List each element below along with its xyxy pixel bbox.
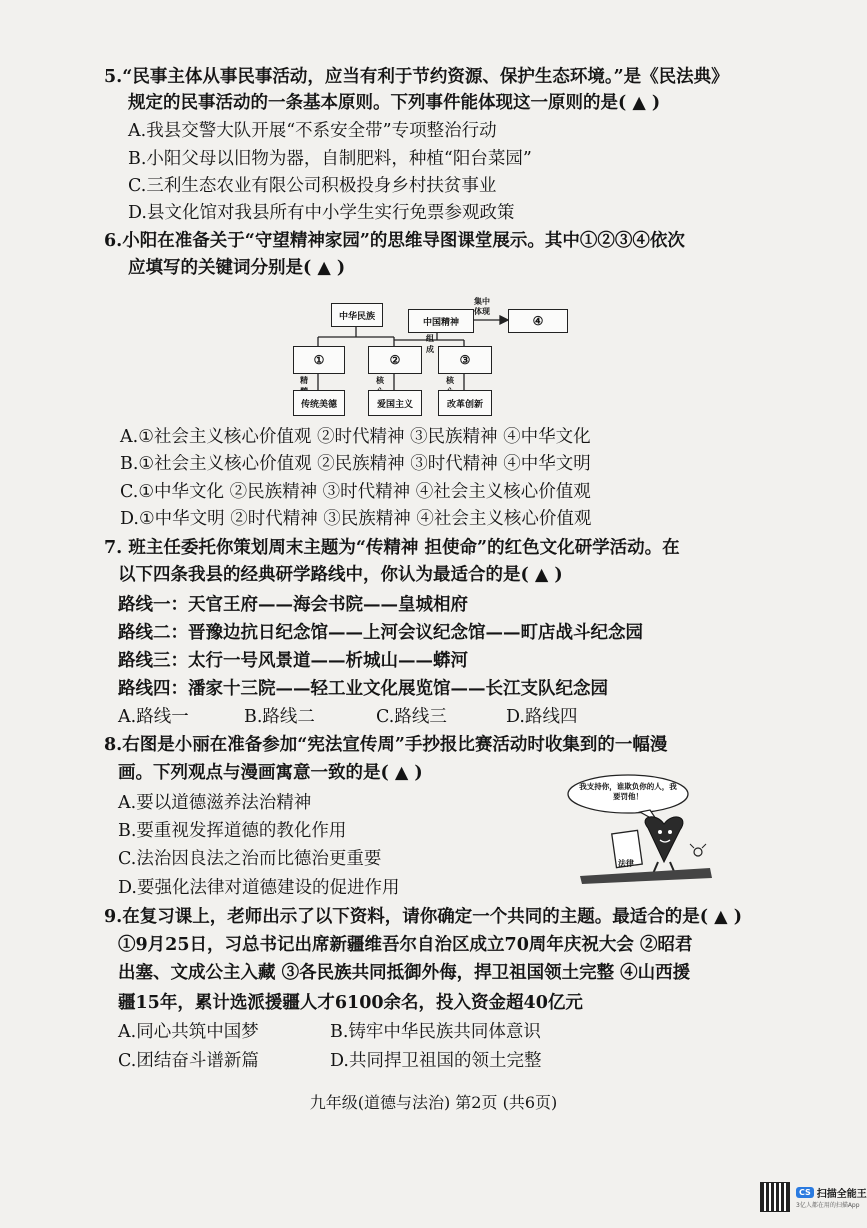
q8-option-b: B.要重视发挥道德的教化作用 (118, 821, 347, 841)
q7-route-4: 路线四：潘家十三院——轻工业文化展览馆——长江支队纪念园 (118, 679, 608, 699)
q5-option-d: D.县文化馆对我县所有中小学生实行免票参观政策 (128, 203, 515, 223)
cs-logo-icon: CS (796, 1187, 814, 1198)
q7-option-c: C.路线三 (376, 707, 447, 727)
q7-stem-line2: 以下四条我县的经典研学路线中，你认为最适合的是( ▲ ) (118, 565, 563, 585)
q8-option-c: C.法治因良法之治而比德治更重要 (118, 849, 382, 869)
q5-option-a: A.我县交警大队开展“不系安全带”专项整治行动 (128, 121, 497, 141)
scanner-app-name: 扫描全能王 (816, 1189, 867, 1200)
q7-option-a: A.路线一 (118, 707, 189, 727)
q7-option-b: B.路线二 (244, 707, 315, 727)
diagram-box-2: ② (368, 346, 422, 374)
diagram-box-chinese-nation: 中华民族 (331, 303, 383, 327)
q8-option-a: A.要以道德滋养法治精神 (118, 793, 312, 813)
q6-option-a: A.①社会主义核心价值观 ②时代精神 ③民族精神 ④中华文化 (120, 427, 591, 447)
q9-option-c: C.团结奋斗谱新篇 (118, 1051, 259, 1071)
diagram-box-chinese-spirit: 中国精神 (408, 309, 474, 333)
diagram-box-traditional-virtue: 传统美德 (293, 390, 345, 416)
q8-stem-line1: 8.右图是小丽在准备参加“宪法宣传周”手抄报比赛活动时收集到的一幅漫 (104, 735, 668, 755)
q9-option-d: D.共同捍卫祖国的领土完整 (330, 1051, 542, 1071)
diagram-edge-label-2: 核 (376, 375, 384, 385)
q9-material-line3: 疆15年，累计选派援疆人才6100余名，投入资金超40亿元 (118, 993, 583, 1013)
diagram-box-patriotism: 爱国主义 (368, 390, 422, 416)
q9-material-line2: 出塞、文成公主入藏 ③各民族共同抵御外侮，捍卫祖国领土完整 ④山西援 (118, 963, 691, 983)
diagram-edge-label-1: 精 (300, 375, 308, 385)
scanner-subtitle: 3亿人都在用的扫描App (796, 1202, 860, 1209)
diagram-label-compose: 组成 (426, 333, 434, 354)
page-footer: 九年级(道德与法治) 第2页 (共6页) (309, 1093, 558, 1112)
diagram-label-concentrated: 集中体现 (474, 296, 490, 316)
q6-option-b: B.①社会主义核心价值观 ②民族精神 ③时代精神 ④中华文明 (120, 454, 591, 474)
q5-option-b: B.小阳父母以旧物为器，自制肥料，种植“阳台菜园” (128, 149, 532, 169)
q8-option-d: D.要强化法律对道德建设的促进作用 (118, 878, 400, 898)
q7-route-3: 路线三：太行一号风景道——析城山——蟒河 (118, 651, 468, 671)
q6-option-c: C.①中华文化 ②民族精神 ③时代精神 ④社会主义核心价值观 (120, 482, 591, 502)
diagram-box-reform-innovation: 改革创新 (438, 390, 492, 416)
q7-option-d: D.路线四 (506, 707, 578, 727)
q7-stem-line1: 7. 班主任委托你策划周末主题为“传精神 担使命”的红色文化研学活动。在 (104, 538, 680, 558)
diagram-box-4: ④ (508, 309, 568, 333)
q5-stem-line1: 5.“民事主体从事民事活动，应当有利于节约资源、保护生态环境。”是《民法典》 (104, 67, 729, 87)
q9-stem-line1: 9.在复习课上，老师出示了以下资料，请你确定一个共同的主题。最适合的是( ▲ ) (104, 907, 742, 927)
cartoon-speech-bubble: 我支持你，谁欺负你的人，我要罚他！ (579, 782, 677, 801)
diagram-box-3: ③ (438, 346, 492, 374)
q7-route-1: 路线一：天官王府——海会书院——皇城相府 (118, 595, 468, 615)
scanner-watermark (760, 1182, 867, 1212)
diagram-edge-label-3: 核 (446, 375, 454, 385)
diagram-box-1: ① (293, 346, 345, 374)
q5-stem-line2: 规定的民事活动的一条基本原则。下列事件能体现这一原则的是( ▲ ) (128, 93, 661, 113)
q7-route-2: 路线二：晋豫边抗日纪念馆——上河会议纪念馆——町店战斗纪念园 (118, 623, 643, 643)
q6-option-d: D.①中华文明 ②时代精神 ③民族精神 ④社会主义核心价值观 (120, 509, 592, 529)
q8-stem-line2: 画。下列观点与漫画寓意一致的是( ▲ ) (118, 763, 423, 783)
cartoon-law-book-label: 法律 (618, 858, 634, 868)
q9-option-b: B.铸牢中华民族共同体意识 (330, 1022, 541, 1042)
mind-map-connectors (0, 0, 867, 430)
q6-stem-line1: 6.小阳在准备关于“守望精神家园”的思维导图课堂展示。其中①②③④依次 (104, 231, 685, 251)
q9-option-a: A.同心共筑中国梦 (118, 1022, 259, 1042)
q9-material-line1: ①9月25日，习总书记出席新疆维吾尔自治区成立70周年庆祝大会 ②昭君 (118, 935, 693, 955)
qr-code-icon (760, 1182, 790, 1212)
q6-stem-line2: 应填写的关键词分别是( ▲ ) (128, 258, 346, 278)
q8-cartoon (560, 772, 720, 884)
q5-option-c: C.三利生态农业有限公司积极投身乡村扶贫事业 (128, 176, 497, 196)
